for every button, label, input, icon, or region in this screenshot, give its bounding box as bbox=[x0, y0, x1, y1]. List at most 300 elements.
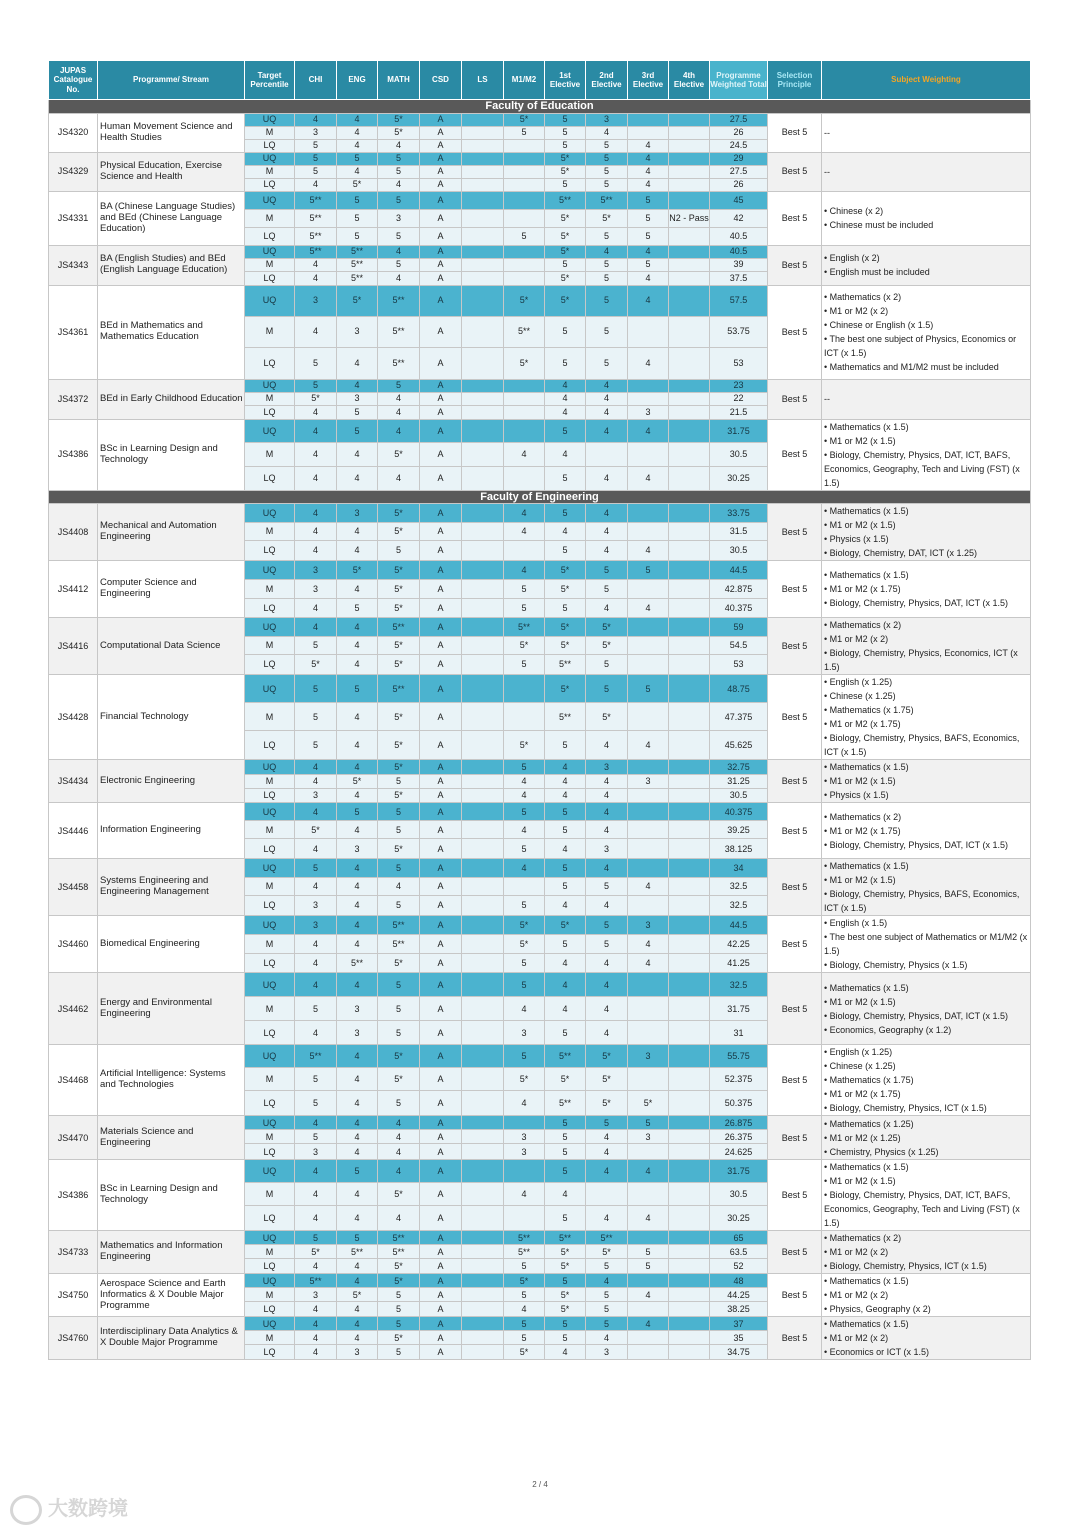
score-cell bbox=[669, 1021, 710, 1045]
score-cell bbox=[586, 443, 628, 467]
score-cell: 4 bbox=[586, 405, 628, 419]
weighting-item: • Biology, Chemistry, Physics, DAT, ICT (x 1.5) bbox=[824, 1010, 1009, 1021]
score-cell bbox=[504, 1116, 545, 1130]
catalogue-no: JS4468 bbox=[49, 1045, 98, 1116]
score-cell bbox=[669, 675, 710, 703]
target-percentile: M bbox=[245, 774, 295, 788]
target-percentile: M bbox=[245, 1331, 295, 1345]
score-cell: 5* bbox=[545, 227, 586, 245]
score-cell bbox=[669, 405, 710, 419]
score-cell: 5* bbox=[545, 675, 586, 703]
score-cell bbox=[628, 379, 669, 392]
score-cell: 5* bbox=[545, 245, 586, 258]
score-cell bbox=[462, 1302, 504, 1317]
score-cell: 4 bbox=[586, 1274, 628, 1288]
score-cell: A bbox=[420, 209, 462, 227]
score-cell: 4 bbox=[378, 178, 420, 191]
score-cell: 5 bbox=[337, 1231, 378, 1245]
score-cell: 4 bbox=[628, 1288, 669, 1302]
score-cell: 5** bbox=[504, 1231, 545, 1245]
score-cell: 5 bbox=[586, 877, 628, 895]
score-cell: A bbox=[420, 522, 462, 540]
selection-principle: Best 5 bbox=[768, 916, 822, 973]
score-cell: 5 bbox=[586, 1259, 628, 1274]
catalogue-no: JS4320 bbox=[49, 113, 98, 152]
score-cell bbox=[669, 561, 710, 580]
score-cell: 5 bbox=[295, 1091, 337, 1116]
score-cell: 3 bbox=[378, 209, 420, 227]
score-cell bbox=[669, 285, 710, 316]
target-percentile: LQ bbox=[245, 139, 295, 152]
catalogue-no: JS4460 bbox=[49, 916, 98, 973]
score-cell bbox=[462, 973, 504, 997]
score-cell bbox=[628, 973, 669, 997]
score-cell: 4 bbox=[628, 152, 669, 165]
score-cell bbox=[462, 443, 504, 467]
score-cell: 3 bbox=[337, 1345, 378, 1360]
score-cell: A bbox=[420, 636, 462, 654]
score-cell bbox=[462, 1331, 504, 1345]
table-row bbox=[49, 504, 1031, 522]
weighting-item: • English must be included bbox=[824, 267, 930, 278]
score-cell: 5** bbox=[504, 618, 545, 636]
score-cell bbox=[462, 1130, 504, 1144]
score-cell: 4 bbox=[337, 1116, 378, 1130]
score-cell: 5 bbox=[378, 1288, 420, 1302]
score-cell: 5 bbox=[545, 821, 586, 839]
score-cell: A bbox=[420, 540, 462, 560]
score-cell: 5 bbox=[586, 1116, 628, 1130]
weighting-item: • Chinese must be included bbox=[824, 220, 934, 231]
score-cell: A bbox=[420, 392, 462, 405]
target-percentile: UQ bbox=[245, 675, 295, 703]
weighting-item: • Mathematics and M1/M2 must be included bbox=[824, 362, 999, 373]
target-percentile: M bbox=[245, 1183, 295, 1206]
target-percentile: M bbox=[245, 1288, 295, 1302]
score-cell: 4 bbox=[628, 466, 669, 490]
catalogue-no: JS4434 bbox=[49, 760, 98, 803]
score-cell: 4 bbox=[295, 973, 337, 997]
weighting-item: • English (x 1.25) bbox=[824, 1047, 893, 1058]
weighting-item: • Mathematics (x 2) bbox=[824, 292, 902, 303]
score-cell: 4 bbox=[504, 1091, 545, 1116]
score-cell: 5 bbox=[378, 1317, 420, 1331]
score-cell: 5* bbox=[378, 1183, 420, 1206]
score-cell: 44.5 bbox=[710, 561, 768, 580]
score-cell bbox=[669, 895, 710, 915]
score-cell: 5* bbox=[504, 347, 545, 379]
score-cell: 4 bbox=[586, 1160, 628, 1183]
score-cell: 5 bbox=[628, 1259, 669, 1274]
programme-name: BSc in Learning Design and Technology bbox=[98, 1160, 245, 1231]
table-row bbox=[49, 618, 1031, 636]
score-cell: A bbox=[420, 1160, 462, 1183]
table-row bbox=[49, 1274, 1031, 1288]
score-cell: 5* bbox=[504, 1068, 545, 1091]
selection-principle: Best 5 bbox=[768, 803, 822, 859]
weighting-item: -- bbox=[824, 127, 830, 138]
catalogue-no: JS4386 bbox=[49, 419, 98, 490]
score-cell bbox=[669, 1130, 710, 1144]
score-cell: 4 bbox=[378, 1206, 420, 1231]
score-cell: 5* bbox=[545, 271, 586, 285]
score-cell bbox=[669, 859, 710, 877]
programme-name: BA (Chinese Language Studies) and BEd (Chinese Language Education) bbox=[98, 191, 245, 245]
score-cell bbox=[462, 935, 504, 954]
score-cell: A bbox=[420, 504, 462, 522]
score-cell: 5 bbox=[586, 285, 628, 316]
score-cell: 3 bbox=[337, 392, 378, 405]
score-cell: 5 bbox=[586, 139, 628, 152]
header-chi: CHI bbox=[295, 61, 337, 100]
score-cell: 30.25 bbox=[710, 466, 768, 490]
score-cell: 5 bbox=[504, 1331, 545, 1345]
score-cell: 5 bbox=[295, 165, 337, 178]
subject-weighting bbox=[822, 191, 1031, 245]
score-cell: 3 bbox=[586, 839, 628, 859]
score-cell bbox=[462, 1288, 504, 1302]
header-ls: LS bbox=[462, 61, 504, 100]
programme-name: Energy and Environmental Engineering bbox=[98, 973, 245, 1045]
weighting-item: • Economics, Geography (x 1.2) bbox=[824, 1024, 952, 1035]
weighting-item: • M1 or M2 (x 2) bbox=[824, 1247, 889, 1258]
score-cell: 4 bbox=[337, 788, 378, 802]
header-4th-elective: 4th Elective bbox=[669, 61, 710, 100]
score-cell: A bbox=[420, 1231, 462, 1245]
score-cell: 4 bbox=[378, 1116, 420, 1130]
score-cell bbox=[462, 113, 504, 126]
weighting-item: • Physics (x 1.5) bbox=[824, 534, 889, 545]
score-cell: 4 bbox=[337, 126, 378, 139]
score-cell: 26 bbox=[710, 126, 768, 139]
weighting-item: • M1 or M2 (x 1.5) bbox=[824, 776, 896, 787]
score-cell bbox=[669, 973, 710, 997]
score-cell: 5* bbox=[378, 1259, 420, 1274]
score-cell bbox=[628, 760, 669, 774]
score-cell: 5 bbox=[545, 419, 586, 443]
target-percentile: LQ bbox=[245, 1259, 295, 1274]
selection-principle: Best 5 bbox=[768, 285, 822, 379]
score-cell: 4 bbox=[295, 1183, 337, 1206]
score-cell: 5 bbox=[628, 191, 669, 209]
score-cell: 22 bbox=[710, 392, 768, 405]
score-cell: 5** bbox=[378, 1245, 420, 1259]
score-cell: 5 bbox=[628, 258, 669, 271]
score-cell: 5** bbox=[545, 1091, 586, 1116]
score-cell: 5* bbox=[545, 1259, 586, 1274]
score-cell: 5* bbox=[545, 1288, 586, 1302]
score-cell bbox=[504, 466, 545, 490]
score-cell bbox=[462, 703, 504, 731]
score-cell: A bbox=[420, 1206, 462, 1231]
target-percentile: M bbox=[245, 1245, 295, 1259]
score-cell bbox=[504, 405, 545, 419]
score-cell bbox=[462, 405, 504, 419]
score-cell bbox=[462, 271, 504, 285]
score-cell: 5 bbox=[504, 1288, 545, 1302]
programme-name: BEd in Early Childhood Education bbox=[98, 379, 245, 419]
score-cell: 5 bbox=[628, 561, 669, 580]
score-cell: 31.75 bbox=[710, 419, 768, 443]
table-row bbox=[49, 859, 1031, 877]
score-cell bbox=[669, 522, 710, 540]
score-cell: 5 bbox=[337, 191, 378, 209]
score-cell: 5 bbox=[545, 504, 586, 522]
selection-principle: Best 5 bbox=[768, 1045, 822, 1116]
score-cell bbox=[462, 821, 504, 839]
score-cell: 4 bbox=[378, 1130, 420, 1144]
target-percentile: M bbox=[245, 1068, 295, 1091]
score-cell bbox=[669, 1183, 710, 1206]
score-cell: 5** bbox=[545, 1231, 586, 1245]
score-cell: 4 bbox=[378, 1144, 420, 1160]
score-cell: 5 bbox=[545, 1130, 586, 1144]
header-eng: ENG bbox=[337, 61, 378, 100]
programme-score-table bbox=[48, 60, 1031, 1360]
score-cell bbox=[628, 654, 669, 674]
score-cell: 4 bbox=[295, 760, 337, 774]
score-cell: 52.375 bbox=[710, 1068, 768, 1091]
score-cell: 45 bbox=[710, 191, 768, 209]
score-cell: 53 bbox=[710, 654, 768, 674]
score-cell: 31.75 bbox=[710, 1160, 768, 1183]
score-cell: 30.5 bbox=[710, 443, 768, 467]
score-cell: 4 bbox=[295, 803, 337, 821]
catalogue-no: JS4386 bbox=[49, 1160, 98, 1231]
score-cell: 38.125 bbox=[710, 839, 768, 859]
score-cell: 40.5 bbox=[710, 245, 768, 258]
programme-name: Financial Technology bbox=[98, 675, 245, 760]
weighting-item: • Chemistry, Physics (x 1.25) bbox=[824, 1146, 939, 1157]
score-cell: 5* bbox=[545, 636, 586, 654]
score-cell: 3 bbox=[295, 285, 337, 316]
score-cell: 5** bbox=[337, 245, 378, 258]
score-cell: 5 bbox=[337, 803, 378, 821]
score-cell bbox=[462, 1068, 504, 1091]
catalogue-no: JS4372 bbox=[49, 379, 98, 419]
score-cell: 4 bbox=[586, 245, 628, 258]
score-cell: 5 bbox=[545, 316, 586, 347]
score-cell: 5* bbox=[545, 618, 586, 636]
score-cell: 5 bbox=[378, 821, 420, 839]
score-cell: 5* bbox=[586, 1045, 628, 1068]
subject-weighting bbox=[822, 1317, 1031, 1360]
table-row bbox=[49, 285, 1031, 316]
score-cell: 5* bbox=[295, 392, 337, 405]
catalogue-no: JS4470 bbox=[49, 1116, 98, 1160]
score-cell: 53 bbox=[710, 347, 768, 379]
score-cell bbox=[462, 1116, 504, 1130]
score-cell: A bbox=[420, 1317, 462, 1331]
selection-principle: Best 5 bbox=[768, 1317, 822, 1360]
score-cell bbox=[462, 1245, 504, 1259]
score-cell: 5 bbox=[295, 1231, 337, 1245]
score-cell: 5* bbox=[545, 561, 586, 580]
score-cell: 5* bbox=[504, 1274, 545, 1288]
score-cell bbox=[504, 1160, 545, 1183]
score-cell: 4 bbox=[628, 139, 669, 152]
score-cell: 5 bbox=[378, 1021, 420, 1045]
score-cell: 3 bbox=[628, 1130, 669, 1144]
target-percentile: UQ bbox=[245, 419, 295, 443]
target-percentile: UQ bbox=[245, 1231, 295, 1245]
weighting-item: • M1 or M2 (x 1.5) bbox=[824, 1176, 896, 1187]
score-cell bbox=[669, 1045, 710, 1068]
score-cell: 4 bbox=[337, 916, 378, 935]
weighting-item: • M1 or M2 (x 1.5) bbox=[824, 875, 896, 886]
target-percentile: M bbox=[245, 636, 295, 654]
table-row bbox=[49, 1116, 1031, 1130]
score-cell: 5** bbox=[545, 191, 586, 209]
weighting-item: • Chinese (x 2) bbox=[824, 206, 884, 217]
score-cell bbox=[669, 178, 710, 191]
score-cell bbox=[669, 1288, 710, 1302]
programme-name: Systems Engineering and Engineering Management bbox=[98, 859, 245, 916]
score-cell: 42.875 bbox=[710, 580, 768, 599]
weighting-item: • Mathematics (x 1.5) bbox=[824, 1162, 909, 1173]
selection-principle: Best 5 bbox=[768, 859, 822, 916]
score-cell: 5* bbox=[628, 1091, 669, 1116]
subject-weighting bbox=[822, 973, 1031, 1045]
subject-weighting bbox=[822, 1274, 1031, 1317]
target-percentile: UQ bbox=[245, 245, 295, 258]
score-cell: 5** bbox=[295, 1274, 337, 1288]
score-cell: 5 bbox=[628, 1245, 669, 1259]
score-cell: 4 bbox=[586, 1130, 628, 1144]
weighting-item: • Mathematics (x 1.75) bbox=[824, 1075, 914, 1086]
header-selection-principle: Selection Principle bbox=[768, 61, 822, 100]
score-cell: 5 bbox=[378, 152, 420, 165]
score-cell bbox=[462, 379, 504, 392]
score-cell: 5* bbox=[504, 916, 545, 935]
score-cell: 40.375 bbox=[710, 803, 768, 821]
header-programme: Programme/ Stream bbox=[98, 61, 245, 100]
score-cell: 5 bbox=[504, 580, 545, 599]
score-cell: 4 bbox=[504, 561, 545, 580]
score-cell: A bbox=[420, 774, 462, 788]
score-cell bbox=[462, 1274, 504, 1288]
score-cell: 4 bbox=[378, 466, 420, 490]
score-cell: 4 bbox=[586, 392, 628, 405]
score-cell: 4 bbox=[504, 821, 545, 839]
score-cell: 3 bbox=[337, 316, 378, 347]
score-cell: 5 bbox=[545, 599, 586, 618]
header-m1m2: M1/M2 bbox=[504, 61, 545, 100]
score-cell: 5* bbox=[545, 1245, 586, 1259]
score-cell: 48.75 bbox=[710, 675, 768, 703]
score-cell: 4 bbox=[378, 1160, 420, 1183]
weighting-item: • Chinese (x 1.25) bbox=[824, 691, 896, 702]
faculty-header-row bbox=[49, 100, 1031, 114]
catalogue-no: JS4760 bbox=[49, 1317, 98, 1360]
score-cell: 5* bbox=[545, 152, 586, 165]
subject-weighting bbox=[822, 760, 1031, 803]
score-cell: 5* bbox=[586, 209, 628, 227]
score-cell bbox=[628, 1144, 669, 1160]
score-cell: A bbox=[420, 877, 462, 895]
score-cell: 5* bbox=[295, 821, 337, 839]
score-cell bbox=[462, 1206, 504, 1231]
score-cell: 5* bbox=[586, 703, 628, 731]
score-cell: 48 bbox=[710, 1274, 768, 1288]
score-cell: 5 bbox=[504, 1317, 545, 1331]
score-cell bbox=[628, 1345, 669, 1360]
score-cell: 4 bbox=[628, 1206, 669, 1231]
selection-principle: Best 5 bbox=[768, 760, 822, 803]
score-cell: 4 bbox=[337, 1130, 378, 1144]
header-csd: CSD bbox=[420, 61, 462, 100]
score-cell: 4 bbox=[337, 618, 378, 636]
score-cell: 3 bbox=[337, 997, 378, 1021]
score-cell: 4 bbox=[337, 139, 378, 152]
score-cell: A bbox=[420, 916, 462, 935]
score-cell: 29 bbox=[710, 152, 768, 165]
score-cell: 4 bbox=[295, 1302, 337, 1317]
score-cell bbox=[669, 788, 710, 802]
score-cell: A bbox=[420, 839, 462, 859]
score-cell: 4 bbox=[337, 165, 378, 178]
table-row bbox=[49, 916, 1031, 935]
weighting-item: • Biology, Chemistry, Physics, DAT, ICT, BAFS, Economics, Geography, Tech and Living (FST) (x 1.5) bbox=[824, 1190, 1020, 1229]
score-cell bbox=[628, 392, 669, 405]
score-cell: 4 bbox=[628, 540, 669, 560]
score-cell: 4 bbox=[378, 419, 420, 443]
score-cell bbox=[669, 1144, 710, 1160]
score-cell: 5 bbox=[295, 675, 337, 703]
score-cell: 5 bbox=[545, 1116, 586, 1130]
score-cell: 5 bbox=[586, 916, 628, 935]
score-cell: 27.5 bbox=[710, 165, 768, 178]
score-cell: 3 bbox=[586, 1345, 628, 1360]
subject-weighting bbox=[822, 245, 1031, 285]
score-cell bbox=[628, 126, 669, 139]
score-cell bbox=[462, 954, 504, 973]
target-percentile: M bbox=[245, 126, 295, 139]
weighting-item: • English (x 1.25) bbox=[824, 677, 893, 688]
score-cell bbox=[504, 165, 545, 178]
target-percentile: LQ bbox=[245, 1021, 295, 1045]
score-cell: 5* bbox=[504, 935, 545, 954]
score-cell: 4 bbox=[545, 443, 586, 467]
score-cell: 3 bbox=[628, 1045, 669, 1068]
score-cell: 5* bbox=[545, 285, 586, 316]
score-cell: 5 bbox=[545, 731, 586, 760]
target-percentile: LQ bbox=[245, 1345, 295, 1360]
score-cell: 5 bbox=[378, 227, 420, 245]
score-cell: 34 bbox=[710, 859, 768, 877]
score-cell: 39.25 bbox=[710, 821, 768, 839]
score-cell: 30.5 bbox=[710, 1183, 768, 1206]
score-cell bbox=[462, 209, 504, 227]
score-cell: 4 bbox=[628, 731, 669, 760]
score-cell: A bbox=[420, 419, 462, 443]
score-cell: 5 bbox=[545, 466, 586, 490]
subject-weighting bbox=[822, 379, 1031, 419]
score-cell: A bbox=[420, 1116, 462, 1130]
score-cell: A bbox=[420, 1331, 462, 1345]
score-cell: 4 bbox=[628, 347, 669, 379]
watermark-logo bbox=[10, 1492, 128, 1525]
catalogue-no: JS4329 bbox=[49, 152, 98, 191]
score-cell: 3 bbox=[586, 760, 628, 774]
score-cell: 3 bbox=[295, 788, 337, 802]
score-cell: 5 bbox=[545, 1331, 586, 1345]
score-cell: A bbox=[420, 654, 462, 674]
score-cell: 52 bbox=[710, 1259, 768, 1274]
score-cell: 5* bbox=[378, 703, 420, 731]
score-cell: 5 bbox=[586, 580, 628, 599]
score-cell bbox=[669, 935, 710, 954]
